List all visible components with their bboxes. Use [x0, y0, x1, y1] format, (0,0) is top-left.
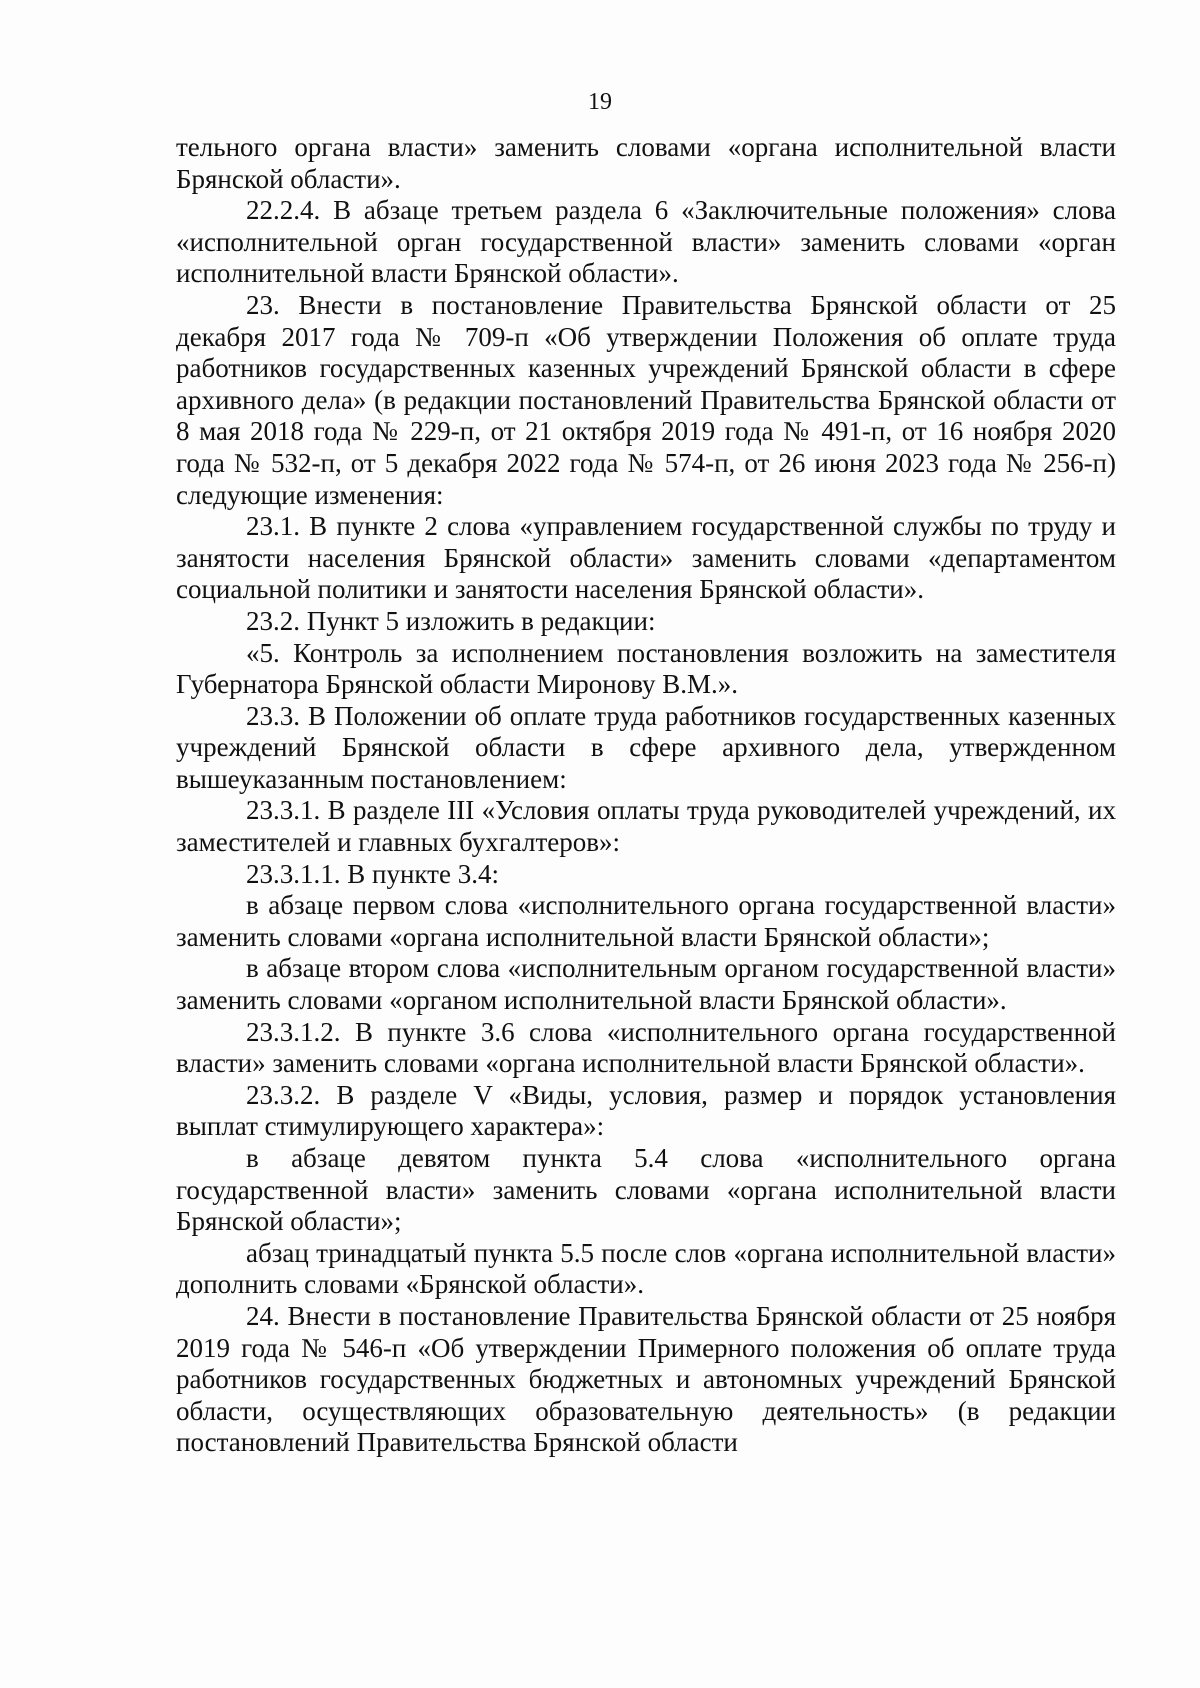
paragraph-22-2-4: 22.2.4. В абзаце третьем раздела 6 «Заключительные положения» слова «исполнительной орган государственной власти» заменить словами «орган исполнительной власти Брянской области».	[176, 195, 1116, 289]
paragraph-item-5: «5. Контроль за исполнением постановления возложить на заместителя Губернатора Брянской области Миронову В.М.».	[176, 637, 1116, 700]
paragraph-second-abzac: в абзаце втором слова «исполнительным органом государственной власти» заменить словами «органом исполнительной власти Брянской области».	[176, 953, 1116, 1016]
paragraph-23-3-1-2: 23.3.1.2. В пункте 3.6 слова «исполнительного органа государственной власти» заменить словами «органа исполнительной власти Брянской области».	[176, 1016, 1116, 1079]
paragraph-23-2: 23.2. Пункт 5 изложить в редакции:	[246, 605, 656, 636]
page-number: 19	[588, 89, 612, 115]
document-body	[176, 132, 1116, 1459]
paragraph-ninth-abzac: в абзаце девятом пункта 5.4 слова «исполнительного органа государственной власти» заменить словами «органа исполнительной власти Брянской области»;	[176, 1143, 1116, 1237]
paragraph-23-3-1-1: 23.3.1.1. В пункте 3.4:	[246, 858, 499, 889]
paragraph-continuation: тельного органа власти» заменить словами «органа исполнительной власти Брянской области».	[176, 132, 1116, 194]
paragraph-23-3: 23.3. В Положении об оплате труда работников государственных казенных учреждений Брянской области в сфере архивного дела, утвержденном вышеуказанным постановлением:	[176, 700, 1116, 794]
paragraph-23-1: 23.1. В пункте 2 слова «управлением государственной службы по труду и занятости населения Брянской области» заменить словами «департаментом социальной политики и занятости населения Брянской области».	[176, 511, 1116, 605]
paragraph-thirteenth-abzac: абзац тринадцатый пункта 5.5 после слов «органа исполнительной власти» дополнить словами «Брянской области».	[176, 1237, 1116, 1300]
paragraph-23: 23. Внести в постановление Правительства Брянской области от 25 декабря 2017 года № 709-п «Об утверждении Положения об оплате труда работников государственных казенных учреждений Брянской области в сфере архивного дела» (в редакции постановлений Правительства Брянской области от 8 мая 2018 года № 229-п, от 21 октября 2019 года № 491-п, от 16 ноября 2020 года № 532-п, от 5 декабря 2022 года № 574-п, от 26 июня 2023 года № 256-п) следующие изменения:	[176, 289, 1116, 510]
paragraph-23-3-2: 23.3.2. В разделе V «Виды, условия, размер и порядок установления выплат стимулирующего характера»:	[176, 1079, 1116, 1142]
paragraph-24: 24. Внести в постановление Правительства Брянской области от 25 ноября 2019 года № 546-п «Об утверждении Примерного положения об оплате труда работников государственных бюджетных и автономных учреждений Брянской области, осуществляющих образовательную деятельность» (в редакции постановлений Правительства Брянской области	[176, 1300, 1116, 1458]
paragraph-23-3-1: 23.3.1. В разделе III «Условия оплаты труда руководителей учреждений, их заместителей и главных бухгалтеров»:	[176, 795, 1116, 858]
paragraph-first-abzac: в абзаце первом слова «исполнительного органа государственной власти» заменить словами «органа исполнительной власти Брянской области»;	[176, 890, 1116, 952]
